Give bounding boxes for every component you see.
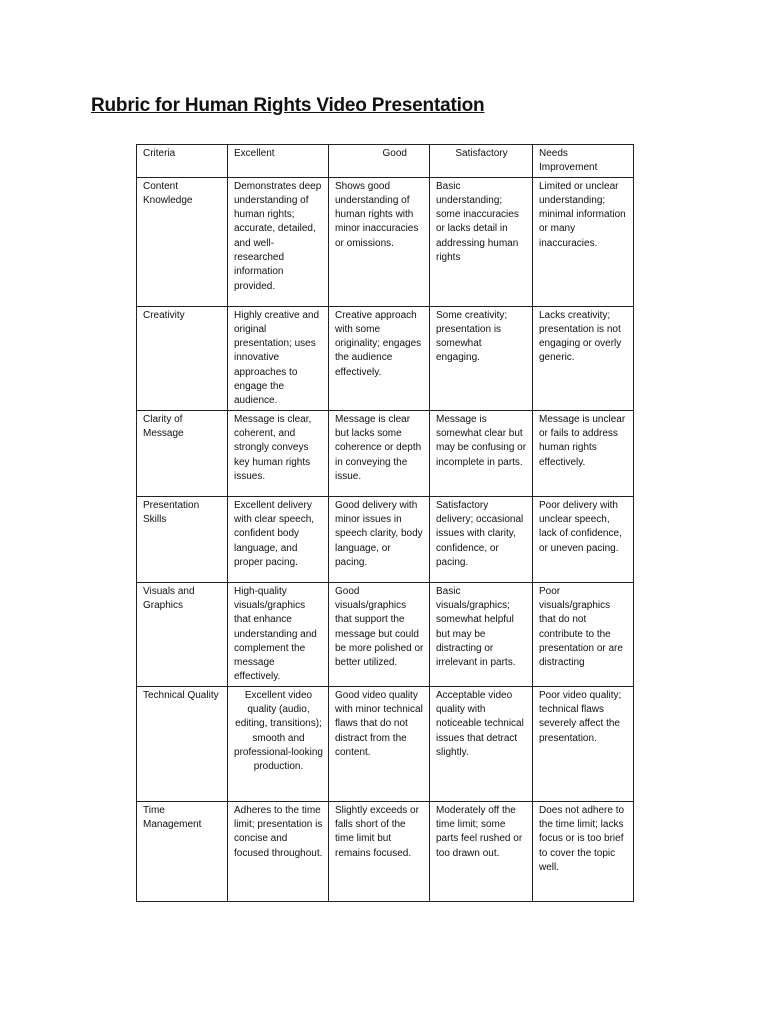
excellent-cell: High-quality visuals/graphics that enhance understanding and complement the message effectively. — [228, 582, 329, 686]
header-satisfactory: Satisfactory — [430, 145, 533, 178]
table-row — [137, 410, 634, 496]
good-cell: Good visuals/graphics that support the message but could be more polished or better utilized. — [329, 582, 430, 686]
criteria-cell: Presentation Skills — [137, 496, 228, 582]
rubric-table — [136, 144, 634, 902]
satisfactory-cell: Message is somewhat clear but may be confusing or incomplete in parts. — [430, 410, 533, 496]
page-title: Rubric for Human Rights Video Presentation — [91, 95, 485, 116]
needs-improvement-cell: Poor delivery with unclear speech, lack of confidence, or uneven pacing. — [533, 496, 634, 582]
good-cell: Message is clear but lacks some coherence or depth in conveying the issue. — [329, 410, 430, 496]
table-row — [137, 582, 634, 686]
table-row — [137, 496, 634, 582]
excellent-cell: Message is clear, coherent, and strongly conveys key human rights issues. — [228, 410, 329, 496]
good-cell: Creative approach with some originality; engages the audience effectively. — [329, 306, 430, 410]
good-cell: Good video quality with minor technical flaws that do not distract from the content. — [329, 686, 430, 801]
needs-improvement-cell: Lacks creativity; presentation is not engaging or overly generic. — [533, 306, 634, 410]
good-cell: Good delivery with minor issues in speech clarity, body language, or pacing. — [329, 496, 430, 582]
needs-improvement-cell: Message is unclear or fails to address human rights effectively. — [533, 410, 634, 496]
excellent-cell: Excellent delivery with clear speech, confident body language, and proper pacing. — [228, 496, 329, 582]
excellent-cell: Excellent video quality (audio, editing, transitions); smooth and professional-looking production. — [228, 686, 329, 801]
criteria-cell: Content Knowledge — [137, 177, 228, 306]
needs-improvement-cell: Poor video quality; technical flaws severely affect the presentation. — [533, 686, 634, 801]
excellent-cell: Adheres to the time limit; presentation is concise and focused throughout. — [228, 801, 329, 901]
header-needs-improvement: Needs Improvement — [533, 145, 634, 178]
satisfactory-cell: Moderately off the time limit; some parts feel rushed or too drawn out. — [430, 801, 533, 901]
criteria-cell: Visuals and Graphics — [137, 582, 228, 686]
satisfactory-cell: Basic understanding; some inaccuracies or lacks detail in addressing human rights — [430, 177, 533, 306]
table-row — [137, 177, 634, 306]
good-cell: Slightly exceeds or falls short of the time limit but remains focused. — [329, 801, 430, 901]
header-good: Good — [329, 145, 430, 178]
excellent-cell: Highly creative and original presentation; uses innovative approaches to engage the audience. — [228, 306, 329, 410]
criteria-cell: Clarity of Message — [137, 410, 228, 496]
header-excellent: Excellent — [228, 145, 329, 178]
good-cell: Shows good understanding of human rights with minor inaccuracies or omissions. — [329, 177, 430, 306]
satisfactory-cell: Basic visuals/graphics; somewhat helpful but may be distracting or irrelevant in parts. — [430, 582, 533, 686]
table-header-row — [137, 145, 634, 178]
satisfactory-cell: Acceptable video quality with noticeable technical issues that detract slightly. — [430, 686, 533, 801]
excellent-cell: Demonstrates deep understanding of human rights; accurate, detailed, and well-researched information provided. — [228, 177, 329, 306]
needs-improvement-cell: Does not adhere to the time limit; lacks focus or is too brief to cover the topic well. — [533, 801, 634, 901]
table-row — [137, 686, 634, 801]
satisfactory-cell: Some creativity; presentation is somewhat engaging. — [430, 306, 533, 410]
criteria-cell: Technical Quality — [137, 686, 228, 801]
table-row — [137, 306, 634, 410]
criteria-cell: Time Management — [137, 801, 228, 901]
criteria-cell: Creativity — [137, 306, 228, 410]
satisfactory-cell: Satisfactory delivery; occasional issues with clarity, confidence, or pacing. — [430, 496, 533, 582]
table-row — [137, 801, 634, 901]
needs-improvement-cell: Poor visuals/graphics that do not contribute to the presentation or are distracting — [533, 582, 634, 686]
needs-improvement-cell: Limited or unclear understanding; minimal information or many inaccuracies. — [533, 177, 634, 306]
header-criteria: Criteria — [137, 145, 228, 178]
